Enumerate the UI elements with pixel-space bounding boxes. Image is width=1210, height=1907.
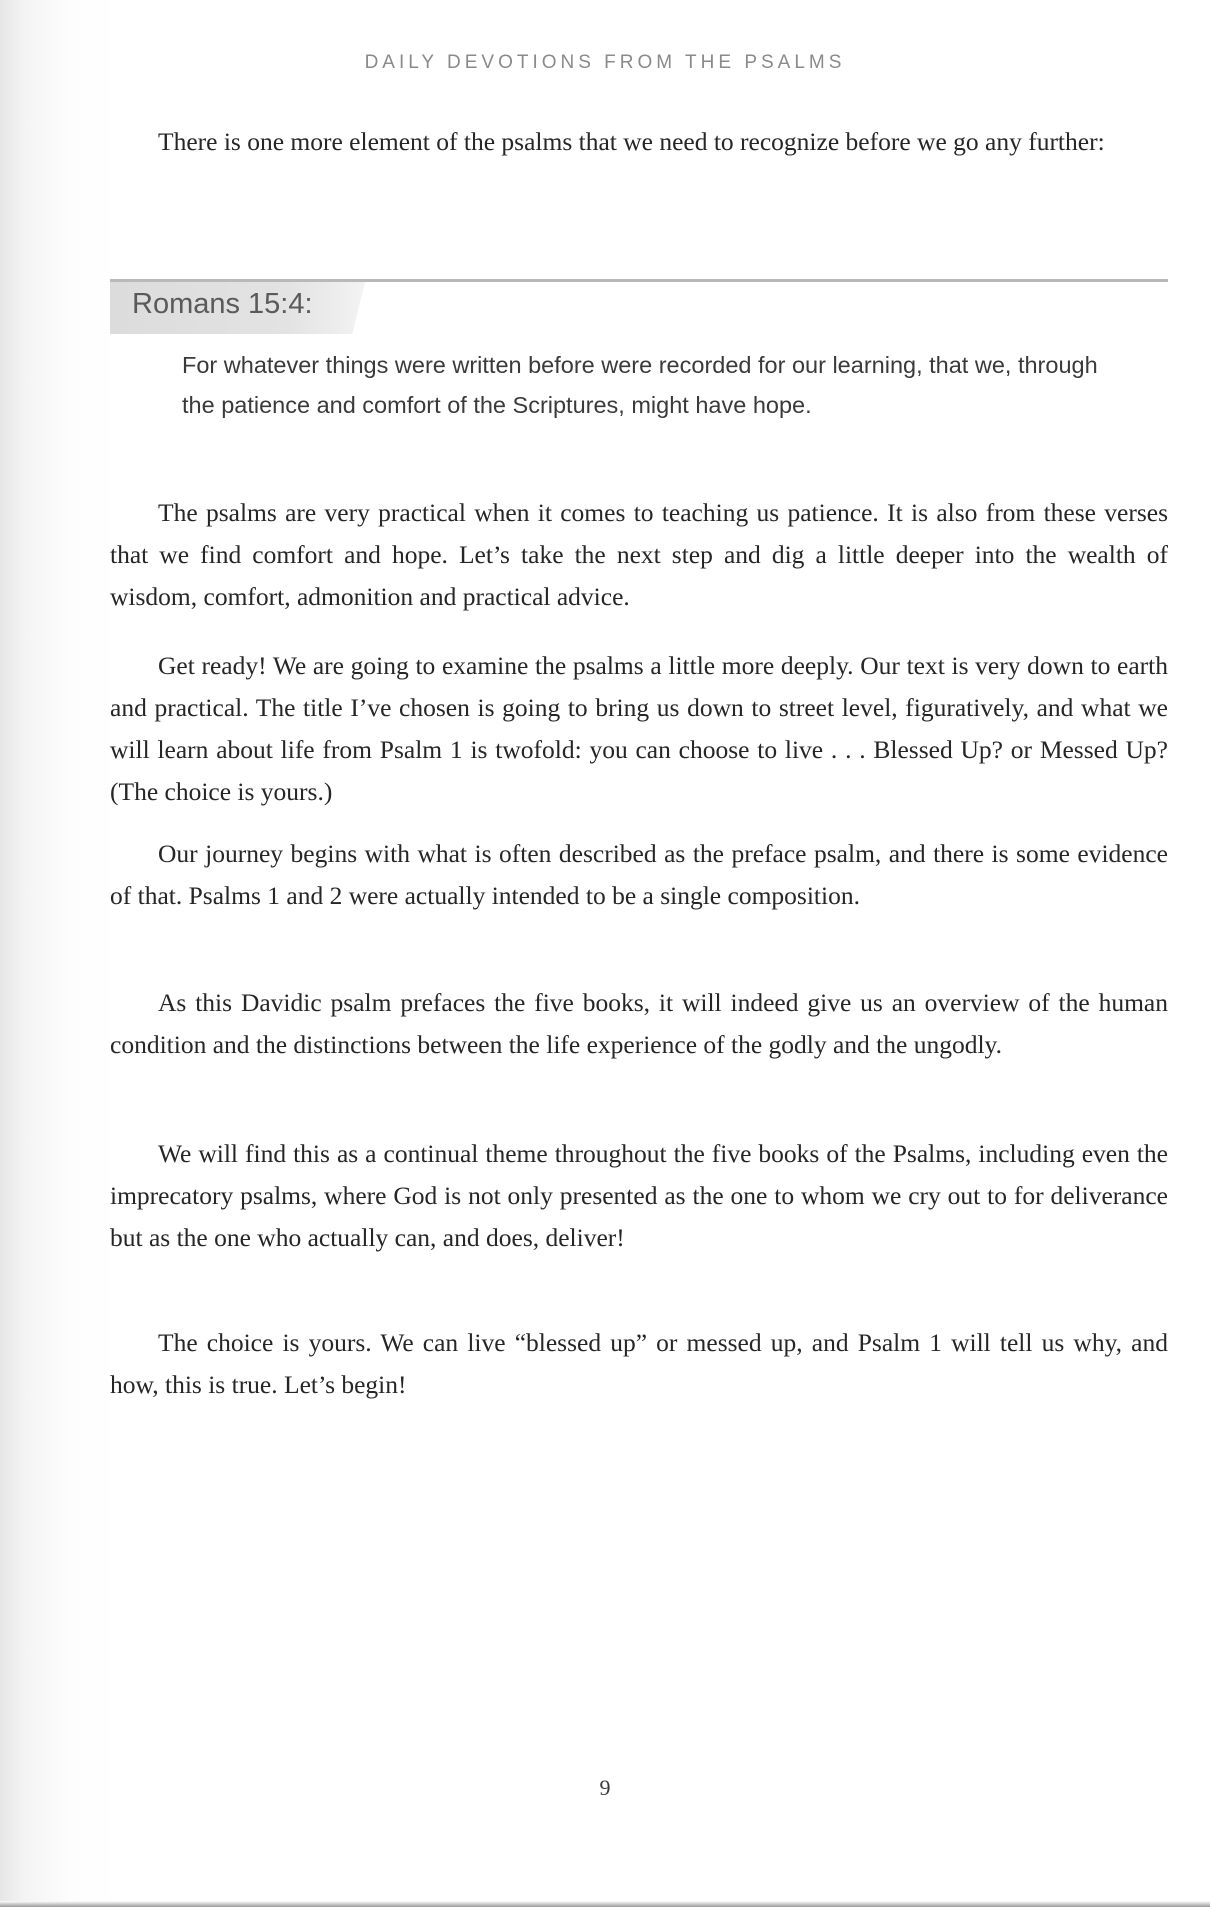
body-paragraph bbox=[110, 833, 1168, 917]
running-header: DAILY DEVOTIONS FROM THE PSALMS bbox=[364, 52, 846, 73]
body-paragraph bbox=[110, 1133, 1168, 1259]
callout-divider bbox=[110, 279, 1168, 282]
paragraph-text: The choice is yours. We can live “blessed up” or messed up, and Psalm 1 will tell us why, and how, this is true. Let’s begin! bbox=[110, 1328, 1168, 1399]
page-edge-shadow bbox=[0, 1901, 1210, 1907]
paragraph-text: As this Davidic psalm prefaces the five books, it will indeed give us an overview of the human condition and the distinctions between the life experience of the godly and the ungodly. bbox=[110, 988, 1168, 1059]
scripture-reference: Romans 15:4: bbox=[132, 288, 313, 320]
scripture-verse: For whatever things were written before were recorded for our learning, that we, through the patience and comfort of the Scriptures, might have hope. bbox=[182, 352, 1098, 418]
body-paragraph bbox=[110, 982, 1168, 1066]
paragraph-text: Get ready! We are going to examine the psalms a little more deeply. Our text is very down to earth and practical. The title I’ve chosen is going to bring us down to street level, figuratively, and what we will learn about life from Psalm 1 is twofold: you can choose to live . . . Blessed Up? or Messed Up? (The choice is yours.) bbox=[110, 651, 1168, 806]
body-paragraph bbox=[110, 1322, 1168, 1406]
body-paragraph bbox=[110, 492, 1168, 618]
paragraph-text: Our journey begins with what is often described as the preface psalm, and there is some evidence of that. Psalms 1 and 2 were actually intended to be a single composition. bbox=[110, 839, 1168, 910]
paragraph-text: The psalms are very practical when it comes to teaching us patience. It is also from these verses that we find comfort and hope. Let’s take the next step and dig a little deeper into the wealth of wisdom, comfort, admonition and practical advice. bbox=[110, 498, 1168, 611]
paragraph-text: We will find this as a continual theme throughout the five books of the Psalms, including even the imprecatory psalms, where God is not only presented as the one to whom we cry out to for deliverance but as the one who actually can, and does, deliver! bbox=[110, 1139, 1168, 1252]
page-number: 9 bbox=[599, 1775, 611, 1800]
intro-paragraph bbox=[110, 121, 1168, 163]
intro-text: There is one more element of the psalms that we need to recognize before we go any further: bbox=[158, 127, 1105, 156]
body-paragraph bbox=[110, 645, 1168, 813]
